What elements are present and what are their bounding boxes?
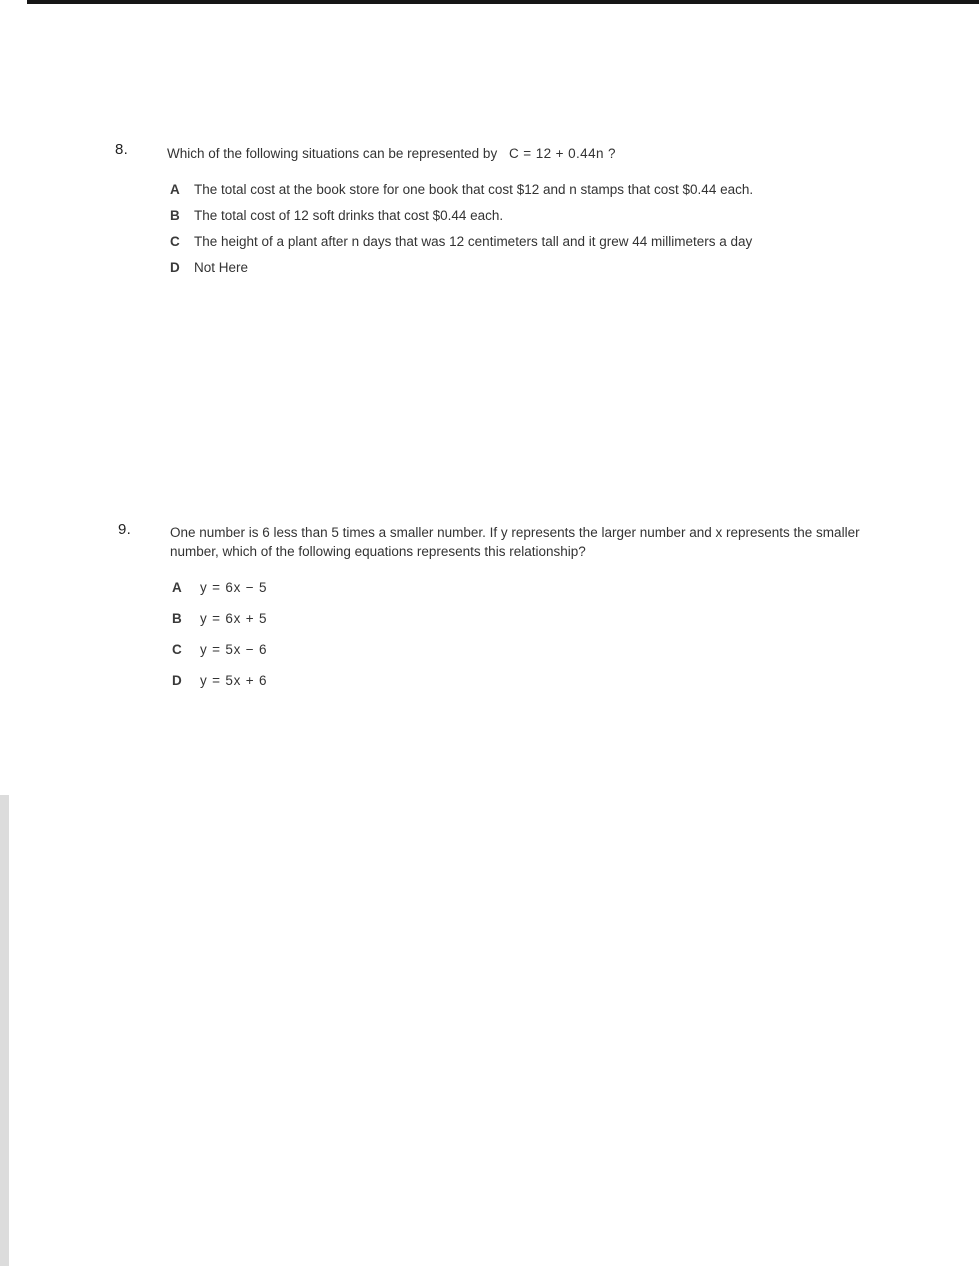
choice-label: C [172, 642, 182, 657]
choice-text: y = 5x − 6 [200, 642, 268, 657]
choice-text: y = 6x + 5 [200, 611, 268, 626]
question-number: 8. [115, 141, 129, 158]
question-prompt [170, 523, 892, 561]
choice-label: A [170, 182, 180, 197]
choice-row-b [170, 207, 930, 225]
choice-label: C [170, 234, 180, 249]
question-9 [0, 521, 979, 741]
choice-row-d [170, 259, 930, 277]
question-prompt [167, 144, 902, 163]
choice-text: The total cost at the book store for one book that cost $12 and n stamps that cost $0.44 each. [194, 182, 754, 197]
choices-list [170, 181, 930, 285]
choice-text: The total cost of 12 soft drinks that cost $0.44 each. [194, 208, 504, 223]
choice-row-b [172, 610, 572, 628]
choice-text: y = 6x − 5 [200, 580, 268, 595]
choice-label: A [172, 580, 182, 595]
choice-label: B [172, 611, 182, 626]
choice-text: The height of a plant after n days that was 12 centimeters tall and it grew 44 millimeters a day [194, 234, 753, 249]
choice-row-a [172, 579, 572, 597]
choices-list [172, 579, 572, 703]
choice-row-c [170, 233, 930, 251]
question-number: 9. [118, 521, 132, 538]
scan-left-edge-artifact [0, 795, 9, 1266]
question-prompt-text: Which of the following situations can be represented by [167, 146, 498, 161]
question-prompt-text: One number is 6 less than 5 times a smaller number. If y represents the larger number and x represents the smaller number, which of the following equations represents this relationship? [170, 525, 860, 559]
choice-label: D [172, 673, 182, 688]
choice-text: y = 5x + 6 [200, 673, 268, 688]
choice-row-a [170, 181, 930, 199]
scan-top-edge-line [27, 0, 979, 4]
question-equation: C = 12 + 0.44n ? [508, 146, 616, 161]
question-8 [0, 141, 979, 321]
choice-text: Not Here [194, 260, 249, 275]
choice-label: D [170, 260, 180, 275]
choice-row-c [172, 641, 572, 659]
choice-label: B [170, 208, 180, 223]
choice-row-d [172, 672, 572, 690]
